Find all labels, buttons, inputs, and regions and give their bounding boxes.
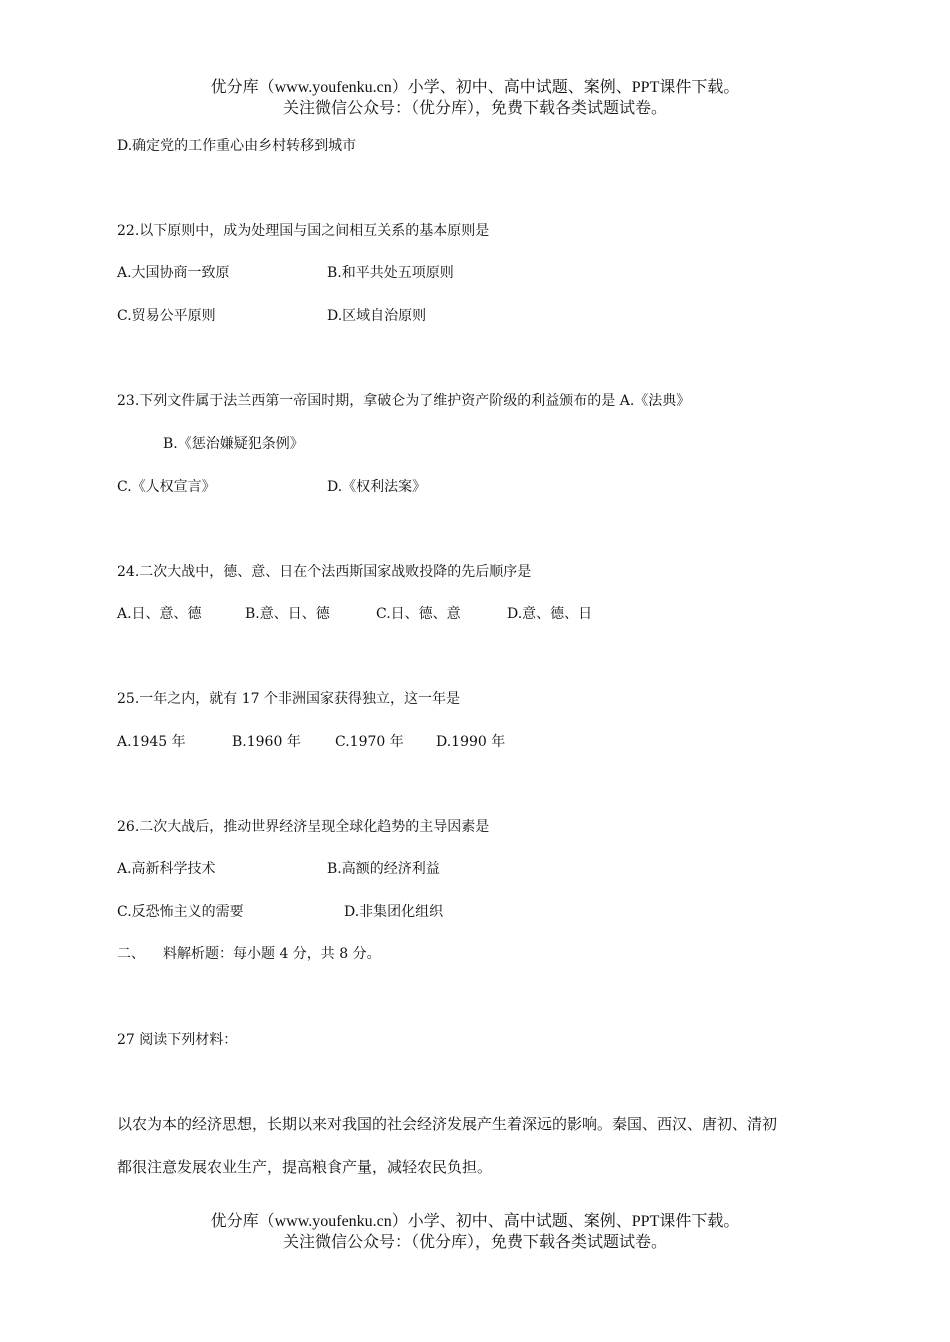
q26-option-a: A.高新科学技术 [117,861,216,877]
q22-option-a: A.大国协商一致原 [117,265,230,281]
footer-line-2: 关注微信公众号：（优分库），免费下载各类试题试卷。 [282,1234,667,1251]
q22-stem: 22.以下原则中，成为处理国与国之间相互关系的基本原则是 [117,223,490,239]
q24-option-c: C.日、德、意 [376,606,461,622]
q26-option-c: C.反恐怖主义的需要 [117,904,244,920]
q24-option-b: B.意、日、德 [245,606,330,622]
q25-option-b: B.1960 年 [232,734,301,750]
section-2-number: 二、 [117,946,145,962]
q27-passage-line-2: 都很注意发展农业生产，提高粮食产量，减轻农民负担。 [117,1158,493,1176]
footer-line-1: 优分库（www.youfenku.cn）小学、初中、高中试题、案例、PPT课件下载。 [210,1213,740,1230]
q24-option-d: D.意、德、日 [507,606,593,622]
q25-option-c: C.1970 年 [335,734,404,750]
q25-option-d: D.1990 年 [436,734,506,750]
q24-stem: 24.二次大战中，德、意、日在个法西斯国家战败投降的先后顺序是 [117,564,532,580]
header-line-2: 关注微信公众号：（优分库），免费下载各类试题试卷。 [282,100,667,117]
q27-stem: 27 阅读下列材料： [117,1032,238,1048]
page-footer [0,1211,950,1253]
q26-option-b: B.高额的经济利益 [327,861,440,877]
q27-passage-line-1: 以农为本的经济思想，长期以来对我国的社会经济发展产生着深远的影响。秦国、西汉、唐初、清初 [117,1115,778,1133]
q25-stem: 25.一年之内，就有 17 个非洲国家获得独立，这一年是 [117,691,460,707]
q22-option-c: C.贸易公平原则 [117,308,216,324]
q21-option-d: D.确定党的工作重心由乡村转移到城市 [117,138,357,154]
q23-option-d: D.《权利法案》 [327,479,427,495]
header-line-1: 优分库（www.youfenku.cn）小学、初中、高中试题、案例、PPT课件下载。 [210,79,740,96]
q24-option-a: A.日、意、德 [117,606,202,622]
section-2-title: 料解析题：每小题 4 分，共 8 分。 [163,946,381,962]
q22-option-b: B.和平共处五项原则 [327,265,454,281]
page-header [0,77,950,119]
q25-option-a: A.1945 年 [117,734,186,750]
q22-option-d: D.区域自治原则 [327,308,427,324]
q26-stem: 26.二次大战后，推动世界经济呈现全球化趋势的主导因素是 [117,819,490,835]
q23-stem: 23.下列文件属于法兰西第一帝国时期，拿破仑为了维护资产阶级的利益颁布的是 A.《法典》 [117,393,691,409]
q26-option-d: D.非集团化组织 [344,904,444,920]
q23-option-c: C.《人权宣言》 [117,479,216,495]
q23-option-b: B.《惩治嫌疑犯条例》 [163,436,304,452]
